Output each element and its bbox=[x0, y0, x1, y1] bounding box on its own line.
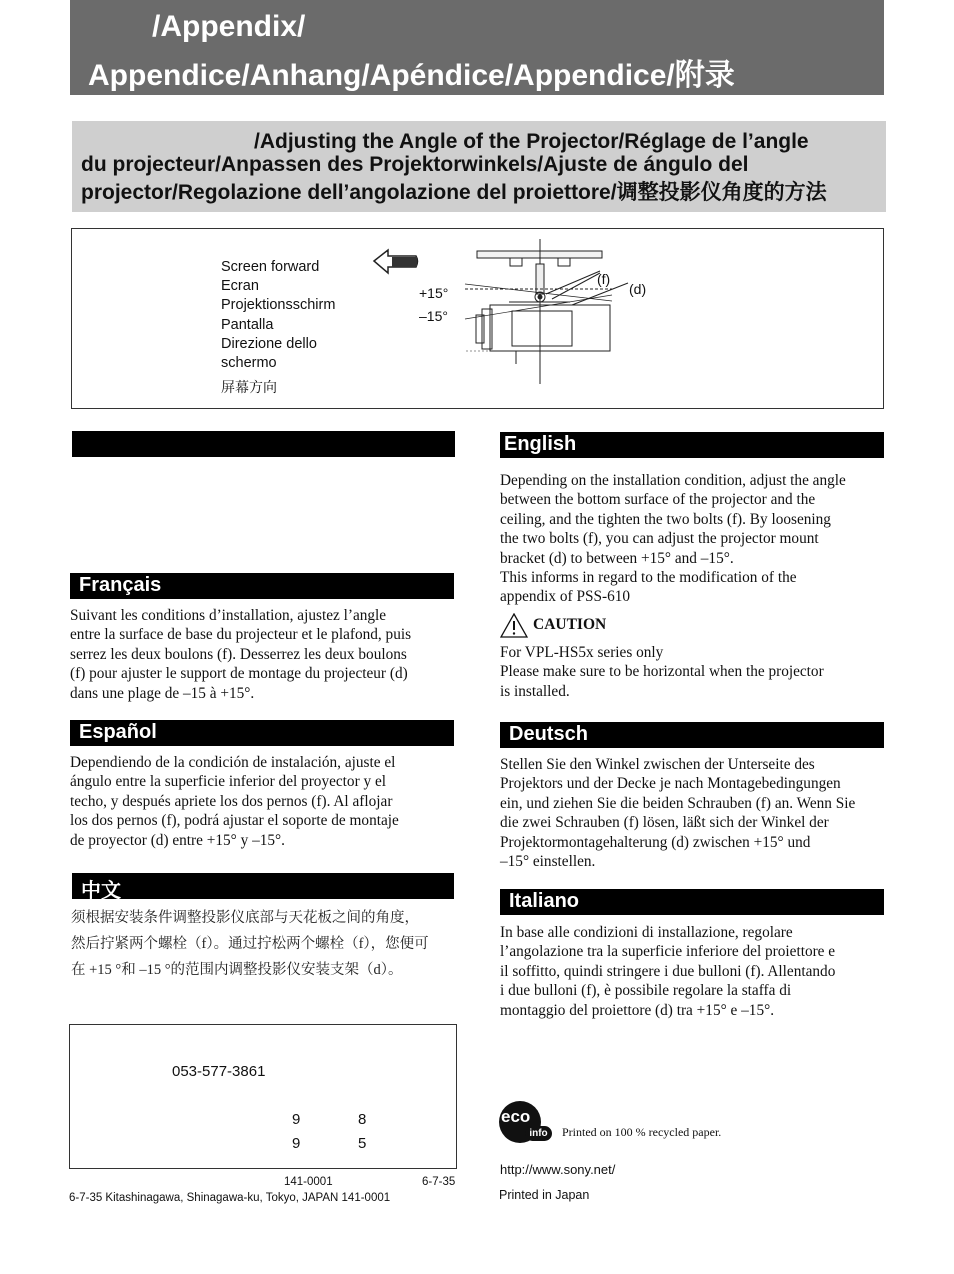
text-line: il soffitto, quindi stringere i due bulloni (f). Allentando bbox=[500, 962, 836, 980]
text-line: For VPL-HS5x series only bbox=[500, 644, 664, 661]
text-line: between the bottom surface of the projector and the bbox=[500, 491, 816, 509]
text-line: This informs in regard to the modification of the bbox=[500, 569, 797, 587]
text-line: ceiling, and the tighten the two bolts (f). By loosening bbox=[500, 510, 831, 528]
screen-label-de: Projektionsschirm bbox=[221, 297, 336, 313]
contact-value: 5 bbox=[358, 1135, 367, 1152]
section-title-line-1: /Adjusting the Angle of the Projector/Réglage de l’angle bbox=[254, 130, 809, 153]
heading-chinese bbox=[72, 873, 454, 902]
text-line: 须根据安装条件调整投影仪底部与天花板之间的角度， bbox=[71, 910, 419, 926]
text-line: techo, y después apriete los dos pernos (f). Al aflojar bbox=[70, 792, 393, 810]
angle-minus-label: –15° bbox=[419, 308, 448, 324]
text-line: (f) pour ajuster le support de montage du projecteur (d) bbox=[70, 665, 408, 683]
italiano-paragraph bbox=[500, 923, 884, 1020]
screen-label-zh: 屏幕方向 bbox=[221, 381, 277, 396]
text-line: die zwei Schrauben (f) lösen, läßt sich der Winkel der bbox=[500, 814, 829, 832]
eco-word: eco bbox=[501, 1107, 531, 1126]
caution-label: CAUTION bbox=[533, 616, 607, 633]
contact-value: 9 bbox=[292, 1111, 301, 1128]
text-line: Projektormontagehalterung (d) zwischen +15° und bbox=[500, 833, 811, 851]
caution-row bbox=[500, 613, 884, 639]
screen-label-it-2: schermo bbox=[221, 355, 277, 371]
francais-paragraph bbox=[70, 606, 454, 703]
text-line: Dependiendo de la condición de instalación, ajuste el bbox=[70, 754, 396, 771]
contact-value: 9 bbox=[292, 1135, 301, 1152]
text-line: los dos pernos (f), podrá ajustar el soporte de montaje bbox=[70, 812, 399, 830]
text-line: Stellen Sie den Winkel zwischen der Unterseite des bbox=[500, 756, 815, 773]
text-line: entre la surface de base du projecteur et le plafond, puis bbox=[70, 626, 412, 644]
blank-language-heading bbox=[72, 431, 455, 457]
warning-triangle-icon bbox=[500, 613, 528, 638]
text-line: –15° einstellen. bbox=[500, 853, 596, 871]
text-line: i due bulloni (f), è possibile regolare la staffa di bbox=[500, 982, 792, 1000]
text-line: Depending on the installation condition, adjust the angle bbox=[500, 472, 846, 489]
screen-label-en: Screen forward bbox=[221, 259, 320, 275]
text-line: ein, und ziehen Sie die beiden Schrauben (f) an. Wenn Sie bbox=[500, 794, 856, 812]
text-line: Please make sure to be horizontal when the projector bbox=[500, 663, 824, 681]
text-line: bracket (d) to between +15° and –15°. bbox=[500, 549, 734, 567]
eco-info-logo bbox=[499, 1101, 553, 1143]
text-line: ángulo entre la superficie inferior del proyector y el bbox=[70, 773, 386, 791]
info-word: info bbox=[525, 1126, 552, 1141]
text-line: montaggio del proiettore (d) tra +15° e –15°. bbox=[500, 1001, 775, 1019]
text-line: the two bolts (f), you can adjust the projector mount bbox=[500, 530, 819, 548]
section-title-banner bbox=[72, 121, 886, 212]
text-line: 在 +15 °和 –15 °的范围内调整投影仪安装支架（d）。 bbox=[71, 962, 403, 978]
heading-espanol bbox=[70, 720, 454, 746]
figure-box bbox=[71, 228, 884, 409]
bracket-label-d: (d) bbox=[629, 281, 647, 297]
heading-italiano-label: Italiano bbox=[509, 890, 580, 912]
phone-number: 053-577-3861 bbox=[172, 1063, 266, 1080]
heading-deutsch bbox=[500, 722, 884, 748]
heading-chinese-label: 中文 bbox=[81, 880, 121, 902]
heading-deutsch-label: Deutsch bbox=[509, 723, 588, 745]
arrow-left-icon bbox=[372, 247, 422, 277]
street-number: 6-7-35 bbox=[422, 1176, 456, 1188]
projector-mount-illustration bbox=[452, 239, 632, 389]
screen-label-fr: Ecran bbox=[221, 278, 259, 294]
contact-value: 8 bbox=[358, 1111, 367, 1128]
title-line-1: /Appendix/ bbox=[152, 10, 306, 43]
espanol-paragraph bbox=[70, 753, 454, 850]
text-line: appendix of PSS-610 bbox=[500, 588, 631, 606]
heading-italiano bbox=[500, 889, 884, 915]
bolt-label-f: (f) bbox=[597, 271, 611, 287]
text-line: Suivant les conditions d’installation, ajustez l’angle bbox=[70, 607, 387, 624]
title-line-2: Appendice/Anhang/Apéndice/Appendice/附录 bbox=[88, 59, 735, 92]
caution-paragraph bbox=[500, 643, 884, 701]
heading-english bbox=[500, 432, 884, 458]
angle-plus-label: +15° bbox=[419, 285, 449, 301]
screen-label-es: Pantalla bbox=[221, 317, 274, 333]
website-link[interactable]: http://www.sony.net/ bbox=[500, 1162, 616, 1177]
section-title-line-3: projector/Regolazione dell’angolazione del proiettore/调整投影仪角度的方法 bbox=[81, 181, 827, 204]
deutsch-paragraph bbox=[500, 755, 884, 871]
english-paragraph bbox=[500, 471, 884, 607]
postcode: 141-0001 bbox=[284, 1176, 333, 1188]
text-line: l’angolazione tra la superficie inferiore del proiettore e bbox=[500, 943, 836, 961]
text-line: 然后拧紧两个螺栓（f）。通过拧松两个螺栓（f），您便可 bbox=[71, 936, 429, 952]
heading-espanol-label: Español bbox=[79, 721, 157, 743]
text-line: is installed. bbox=[500, 682, 570, 700]
text-line: dans une plage de –15 à +15°. bbox=[70, 684, 255, 702]
contact-box bbox=[69, 1024, 457, 1169]
company-address: 6-7-35 Kitashinagawa, Shinagawa-ku, Tokyo, JAPAN 141-0001 bbox=[69, 1192, 391, 1204]
chinese-paragraph bbox=[71, 905, 459, 983]
heading-english-label: English bbox=[504, 433, 577, 455]
heading-francais-label: Français bbox=[79, 574, 162, 596]
printed-in-japan: Printed in Japan bbox=[499, 1188, 590, 1202]
screen-label-it-1: Direzione dello bbox=[221, 336, 317, 352]
text-line: In base alle condizioni di installazione, regolare bbox=[500, 924, 793, 941]
text-line: de proyector (d) entre +15° y –15°. bbox=[70, 831, 285, 849]
text-line: serrez les deux boulons (f). Desserrez les deux boulons bbox=[70, 645, 407, 663]
recycled-paper-note: Printed on 100 % recycled paper. bbox=[562, 1125, 722, 1139]
text-line: Projektors und der Decke je nach Montagebedingungen bbox=[500, 775, 841, 793]
section-title-line-2: du projecteur/Anpassen des Projektorwinkels/Ajuste de ángulo del bbox=[81, 153, 749, 176]
document-title-banner bbox=[70, 0, 884, 95]
heading-francais bbox=[70, 573, 454, 599]
